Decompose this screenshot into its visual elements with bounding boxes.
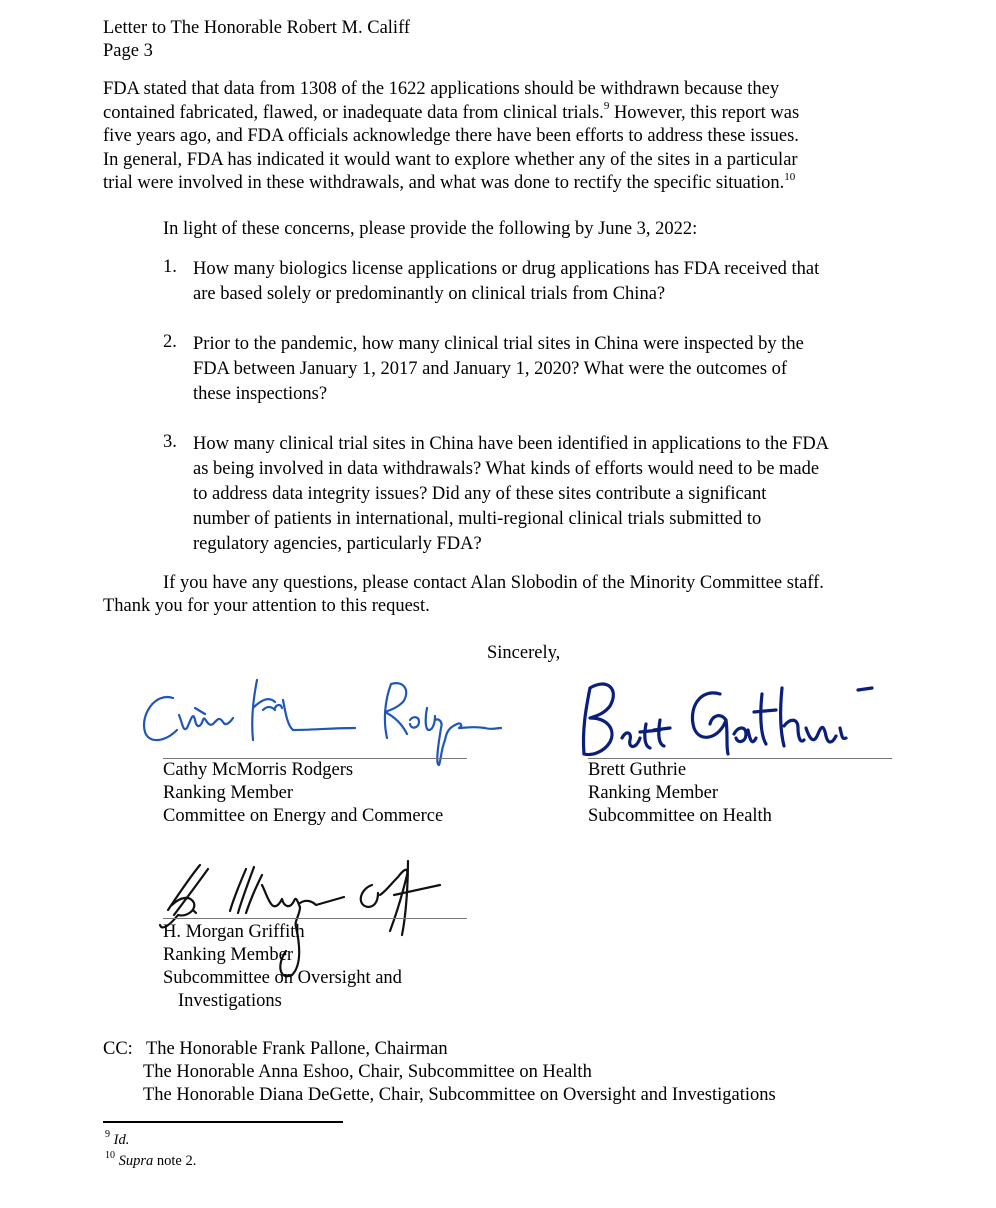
question-line: to address data integrity issues? Did any of these sites contribute a significant [193, 484, 767, 504]
signatory-block-griffith [163, 921, 402, 1013]
footnote-ref[interactable]: 10 [784, 170, 796, 183]
paragraph-text: However, this report was [609, 102, 800, 123]
question-line: number of patients in international, multi-regional clinical trials submitted to [193, 509, 762, 529]
intro-paragraph [103, 78, 893, 196]
signatory-name: Brett Guthrie [588, 760, 687, 780]
signature-line [163, 918, 467, 919]
cc-label: CC: [103, 1039, 133, 1059]
question-line: as being involved in data withdrawals? What kinds of efforts would need to be made [193, 459, 820, 479]
signature-brett-guthrie [570, 668, 900, 768]
cc-recipient: The Honorable Frank Pallone, Chairman [146, 1039, 448, 1059]
question-number: 2. [163, 332, 177, 352]
signatory-title: Ranking Member [588, 783, 718, 803]
question-number: 1. [163, 257, 177, 277]
request-intro: In light of these concerns, please provide the following by June 3, 2022: [163, 219, 698, 239]
footnote-text: note 2. [153, 1153, 197, 1169]
question-line: FDA between January 1, 2017 and January 1, 2020? What were the outcomes of [193, 359, 788, 379]
question-line: regulatory agencies, particularly FDA? [193, 534, 482, 554]
paragraph-text: trial were involved in these withdrawals, and what was done to rectify the specific situation. [103, 173, 785, 193]
paragraph-line: In general, FDA has indicated it would want to explore whether any of the sites in a particular [103, 149, 798, 170]
signatory-committee: Subcommittee on Health [588, 806, 772, 826]
signatory-committee: Subcommittee on Oversight and [163, 968, 402, 988]
valediction: Sincerely, [487, 643, 561, 663]
signatory-committee: Committee on Energy and Commerce [163, 806, 444, 826]
closing-line: Thank you for your attention to this request. [103, 596, 430, 616]
paragraph-line [103, 102, 893, 126]
signatory-name: Cathy McMorris Rodgers [163, 760, 354, 780]
question-number: 3. [163, 432, 177, 452]
footnote-10 [105, 1152, 196, 1171]
question-line: these inspections? [193, 384, 328, 404]
paragraph-line: five years ago, and FDA officials acknowledge there have been efforts to address these issues. [103, 126, 799, 146]
signatory-name: H. Morgan Griffith [163, 922, 305, 942]
footnote-number: 10 [105, 1150, 115, 1162]
question-line: How many biologics license applications or drug applications has FDA received that [193, 259, 820, 279]
footnote-9 [105, 1131, 129, 1150]
letter-header-recipient: Letter to The Honorable Robert M. Califf [103, 18, 411, 38]
closing-line: If you have any questions, please contact Alan Slobodin of the Minority Committee staff. [163, 573, 824, 593]
question-line: Prior to the pandemic, how many clinical trial sites in China were inspected by the [193, 334, 804, 354]
footnote-ref[interactable]: 9 [603, 100, 610, 113]
question-line: are based solely or predominantly on clinical trials from China? [193, 284, 666, 304]
footnote-text: Id. [113, 1132, 130, 1148]
paragraph-line [103, 172, 893, 196]
paragraph-text: contained fabricated, flawed, or inadequate data from clinical trials. [103, 102, 604, 123]
cc-recipient: The Honorable Anna Eshoo, Chair, Subcommittee on Health [143, 1062, 592, 1082]
paragraph-line: FDA stated that data from 1308 of the 1622 applications should be withdrawn because they [103, 79, 780, 99]
footnote-italic-text: Supra [118, 1153, 154, 1169]
footnote-number: 9 [105, 1129, 110, 1141]
cc-recipient: The Honorable Diana DeGette, Chair, Subcommittee on Oversight and Investigations [143, 1085, 776, 1105]
signature-cathy-mcmorris-rodgers [135, 670, 505, 770]
footnote-separator [103, 1121, 343, 1123]
question-line: How many clinical trial sites in China have been identified in applications to the FDA [193, 434, 830, 454]
signatory-block-rodgers [163, 759, 443, 828]
signatory-committee-continued: Investigations [178, 991, 282, 1011]
letter-header-page: Page 3 [103, 41, 153, 61]
signatory-block-guthrie [588, 759, 772, 828]
signatory-title: Ranking Member [163, 945, 293, 965]
signatory-title: Ranking Member [163, 783, 293, 803]
